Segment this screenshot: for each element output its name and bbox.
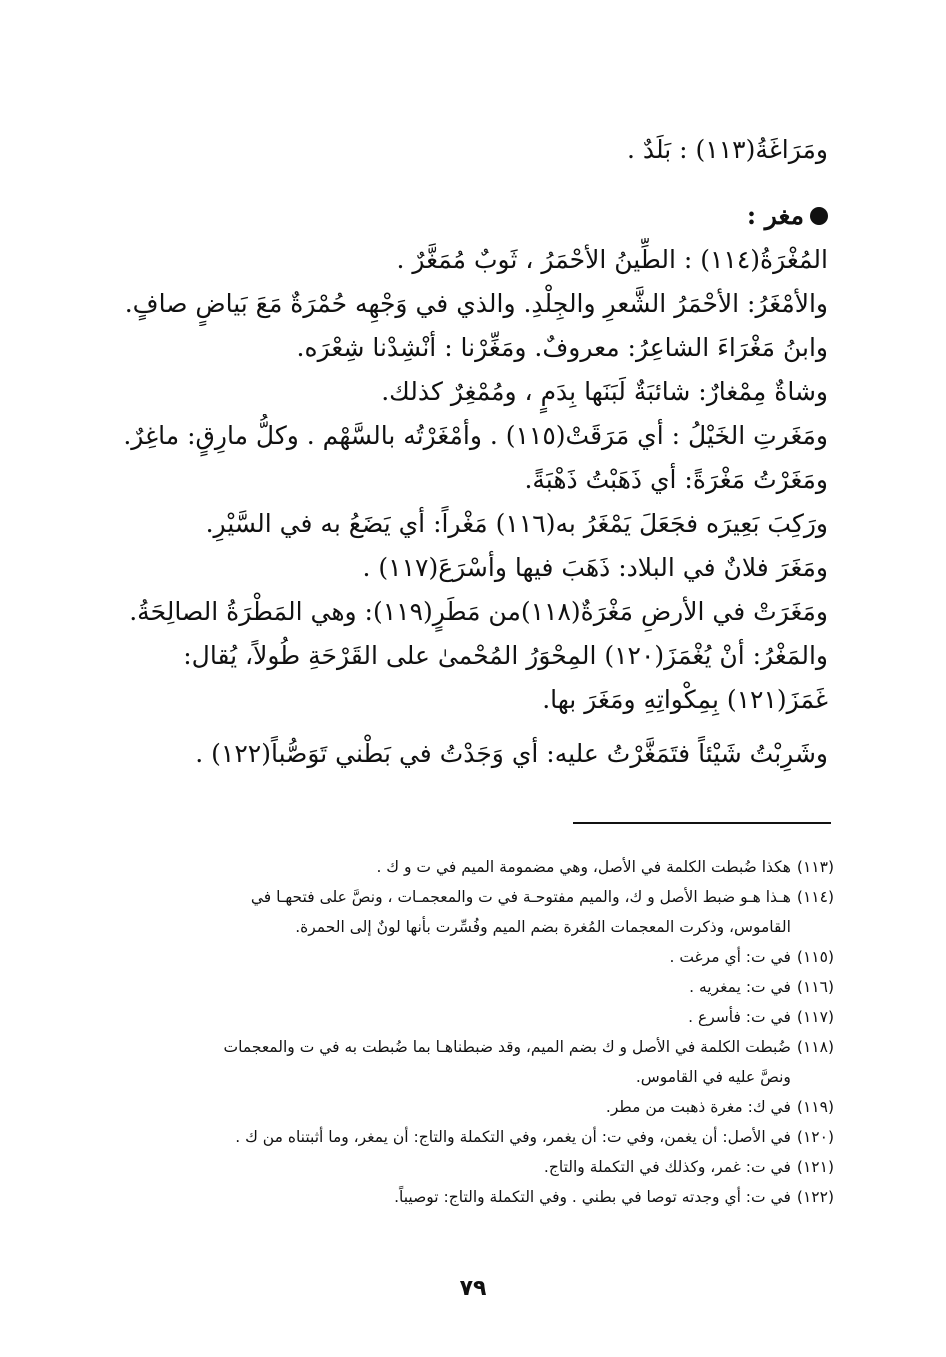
text-line: وابنُ مَغْرَاءَ الشاعِرُ: معروفٌ. ومَغِّرْنا : أنْشِدْنا شِعْرَه. — [296, 333, 828, 362]
footnote-text: ضُبطت الكلمة في الأصل و ك بضم الميم، وقد ضبطناهـا بما ضُبطت به في ت والمعجمات — [223, 1038, 791, 1056]
footnote-number: (١١٨) — [796, 1038, 834, 1056]
footnote-number: (١٢٢) — [796, 1188, 834, 1206]
footnote-separator — [573, 822, 831, 824]
footnote — [108, 1182, 834, 1212]
footnote-number: (١١٦) — [796, 978, 834, 996]
footnote-text: في ك: مغرة ذهبت من مطر. — [605, 1098, 791, 1116]
footnote-text: في ت: أي مرغت . — [669, 948, 791, 966]
footnote-number: (١٢٠) — [796, 1128, 834, 1146]
intro-line: ومَرَاغَةُ(١١٣) : بَلَدٌ . — [626, 135, 828, 164]
footnote — [108, 972, 834, 1002]
footnote — [108, 1002, 834, 1032]
footnote — [108, 942, 834, 972]
final-text-line: وشَرِبْتُ شَيْئاً فتَمَغَّرْتُ عليه: أي وَجَدْتُ في بَطْني تَوَصُّباً(١٢٢) . — [195, 739, 828, 768]
footnotes — [108, 852, 834, 1212]
footnote — [108, 1152, 834, 1182]
text-line: ومَغَرْتُ مَغْرَةً: أي ذَهَبْتُ ذَهْبَةً. — [524, 465, 828, 494]
footnote-number: (١١٥) — [796, 948, 834, 966]
text-line: ومَغَرَتْ في الأرضِ مَغْرَةٌ(١١٨)من مَطَرٍ(١١٩): وهي المَطْرَةُ الصالِحَةُ. — [129, 597, 828, 626]
filled-circle-bullet-icon — [810, 207, 828, 225]
text-line: ورَكِبَ بَعِيرَه فجَعَلَ يَمْغَرُ به(١١٦) مَغْراً: أي يَضَعُ به في السَّيْرِ. — [205, 509, 828, 538]
footnote-number: (١١٩) — [796, 1098, 834, 1116]
footnote — [108, 1092, 834, 1122]
footnote — [108, 882, 834, 942]
footnote-text: القاموس، وذكرت المعجمات المُغرة بضم الميم وفُسِّرت بأنها لونٌ إلى الحمرة. — [295, 918, 791, 936]
footnote-number: (١١٤) — [796, 888, 834, 906]
footnote — [108, 1122, 834, 1152]
text-line: ومَغَرَ فلانٌ في البلاد: ذَهَبَ فيها وأسْرَعَ(١١٧) . — [362, 553, 828, 582]
text-line: والمَغْرُ: أنْ يُغْمَزَ(١٢٠) المِحْوَرُ المُحْمىٰ على القَرْحَةِ طُولاً، يُقال: — [183, 641, 828, 670]
footnote-text: هكذا ضُبطت الكلمة في الأصل، وهي مضمومة الميم في ت و ك . — [376, 858, 791, 876]
footnote — [108, 1032, 834, 1092]
footnote-text: في الأصل: أن يغمن، وفي ت: أن يغمر، وفي التكملة والتاج: أن يمغر، وما أثبتناه من ك . — [235, 1128, 791, 1146]
footnote — [108, 852, 834, 882]
entry-head-word: مغر : — [746, 201, 804, 230]
footnote-number: (١١٣) — [796, 858, 834, 876]
text-line: ومَغَرتِ الخَيْلُ : أي مَرَقَتْ(١١٥) . وأمْغَرْتُه بالسَّهْم . وكلُّ مارِقٍ: ماغِرٌ. — [123, 421, 828, 450]
footnote-text: في ت: أي وجدته توصا في بطني . وفي التكملة والتاج: توصيباً. — [394, 1188, 791, 1206]
footnote-number: (١١٧) — [796, 1008, 834, 1026]
main-text — [108, 128, 828, 776]
text-line: المُغْرَةُ(١١٤) : الطِّينُ الأحْمَرُ ، ثَوبٌ مُمَغَّرٌ . — [396, 245, 828, 274]
footnote-text: في ت: فأسرع . — [688, 1008, 791, 1026]
text-line: وشاةٌ مِمْغارٌ: شائبَةٌ لَبَنَها بِدَمٍ ، ومُمْغِرٌ كذلك. — [381, 377, 828, 406]
page-number: ٧٩ — [459, 1276, 487, 1301]
text-line: غَمَزَ(١٢١) بِمِكْواتِهِ ومَغَرَ بها. — [542, 685, 828, 714]
footnote-text: في ت: غمر، وكذلك في التكملة والتاج. — [543, 1158, 791, 1176]
footnote-text: هـذا هـو ضبط الأصل و ك، والميم مفتوحـة في ت والمعجمـات ، ونصَّ على فتحهـا في — [250, 888, 791, 906]
footnote-text: في ت: يمغريه . — [689, 978, 791, 996]
text-line: والأمْغَرُ: الأحْمَرُ الشَّعرِ والجِلْدِ. والذي في وَجْهِه حُمْرَةٌ مَعَ بَياضٍ صافٍ. — [124, 289, 828, 318]
footnote-text: ونصَّ عليه في القاموس. — [635, 1068, 791, 1086]
footnote-number: (١٢١) — [796, 1158, 834, 1176]
entry-heading — [108, 194, 828, 238]
